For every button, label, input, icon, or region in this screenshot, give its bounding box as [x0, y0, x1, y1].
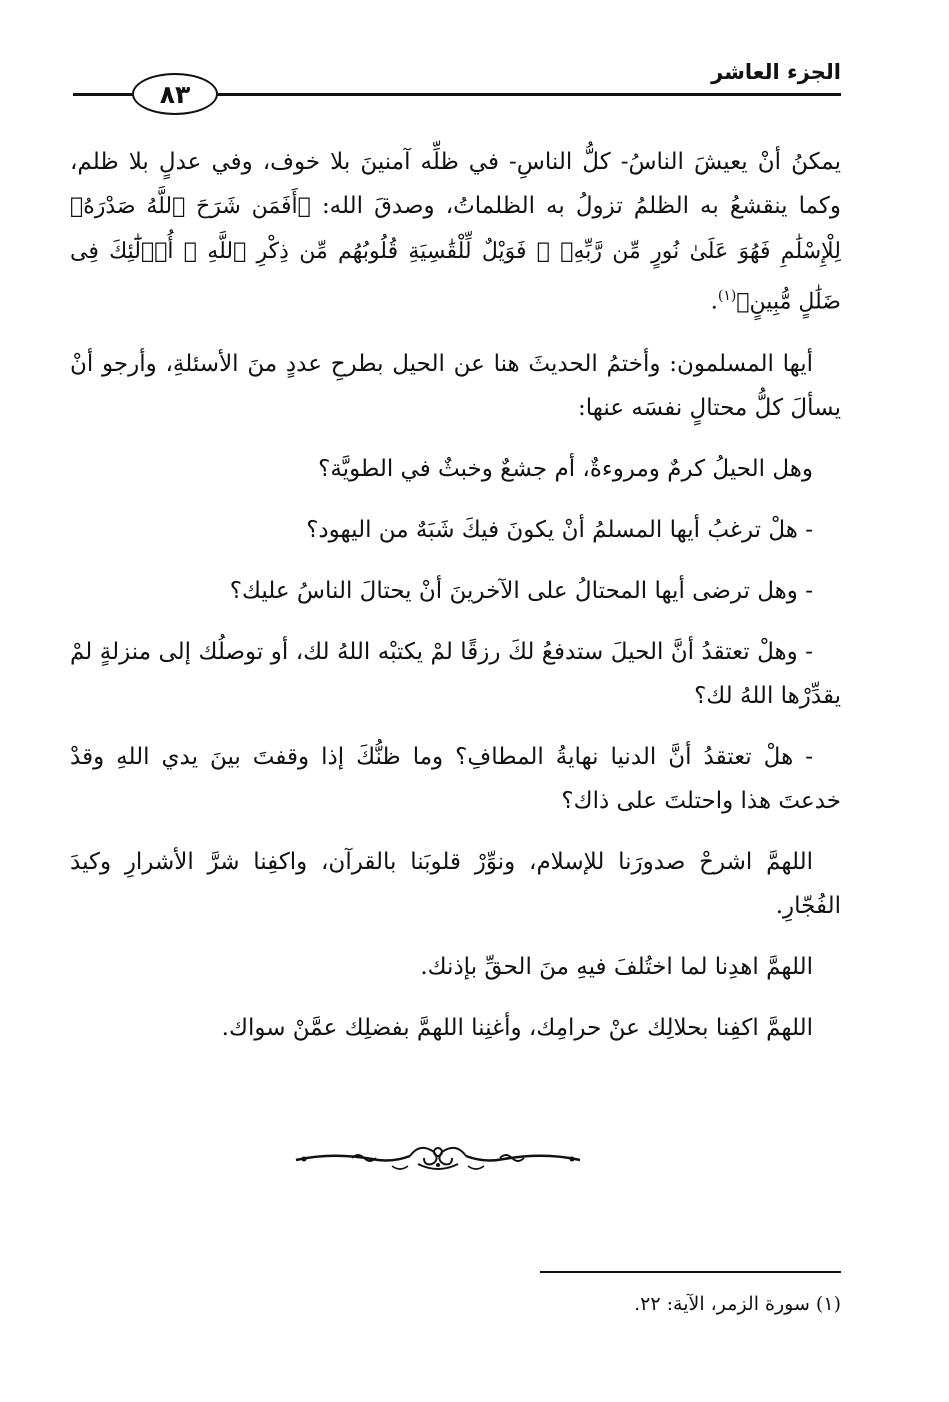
paragraph-2: أيها المسلمون: وأختمُ الحديثَ هنا عن الحيل بطرحِ عددٍ منَ الأسئلةِ، وأرجو أنْ يسألَ كلُّ محتالٍ نفسَه عنها: — [70, 350, 841, 421]
page-number: ٨٣ — [132, 73, 218, 115]
question-3: - وهل ترضى أيها المحتالُ على الآخرينَ أنْ يحتالَ الناسُ عليك؟ — [229, 577, 813, 604]
paragraph-1 — [70, 140, 841, 325]
footnote-separator — [540, 1271, 841, 1273]
ornament-divider — [292, 1140, 584, 1174]
running-header: الجزء العاشر — [711, 60, 841, 84]
question-4: - وهلْ تعتقدُ أنَّ الحيلَ ستدفعُ لكَ رزقًا لمْ يكتبْه اللهُ لك، أو توصلُك إلى منزلةٍ لمْ يقدِّرْها اللهُ لك؟ — [70, 638, 841, 709]
main-text — [70, 140, 841, 1067]
question-2: - هلْ ترغبُ أيها المسلمُ أنْ يكونَ فيكَ شَبَهٌ من اليهود؟ — [306, 516, 813, 543]
paragraph-1-text: يمكنُ أنْ يعيشَ الناسُ- كلُّ الناسِ- في ظلِّه آمنينَ بلا خوف، وفي عدلٍ بلا ظلم، وكما ينقشعُ به الظلمُ تزولُ به الظلماتُ، وصدقَ الله: — [70, 149, 841, 219]
paragraph-1-end: . — [710, 288, 718, 315]
quran-verse: ﴿أَفَمَن شَرَحَ ٱللَّهُ صَدْرَهُۥ لِلْإِسْلَٰمِ فَهُوَ عَلَىٰ نُورٍ مِّن رَّبِّهِۦ ۚ فَوَيْلٌ لِّلْقَٰسِيَةِ قُلُوبُهُم مِّن ذِكْرِ ٱللَّهِ ۚ أُو۟لَٰٓئِكَ فِى ضَلَٰلٍ مُّبِينٍ﴾ — [70, 194, 841, 315]
prayer-1: اللهمَّ اشرحْ صدورَنا للإسلام، ونوِّرْ قلوبَنا بالقرآن، واكفِنا شرَّ الأشرارِ وكيدَ الفُجّارِ. — [70, 848, 841, 919]
footnote-marker: (١) — [717, 288, 737, 304]
question-1: وهل الحيلُ كرمٌ ومروءةٌ، أم جشعٌ وخبثٌ في الطويَّة؟ — [318, 455, 813, 482]
footnote: (١) سورة الزمر، الآية: ٢٢. — [634, 1293, 841, 1315]
question-5: - هلْ تعتقدُ أنَّ الدنيا نهايةُ المطافِ؟ وما ظنُّكَ إذا وقفتَ بينَ يدي اللهِ وقدْ خدعتَ هذا واحتلتَ على ذاك؟ — [70, 743, 841, 814]
prayer-2: اللهمَّ اهدِنا لما اختُلفَ فيهِ منَ الحقِّ بإذنك. — [420, 953, 813, 980]
prayer-3: اللهمَّ اكفِنا بحلالِك عنْ حرامِك، وأغنِنا اللهمَّ بفضلِك عمَّنْ سواك. — [221, 1014, 813, 1041]
